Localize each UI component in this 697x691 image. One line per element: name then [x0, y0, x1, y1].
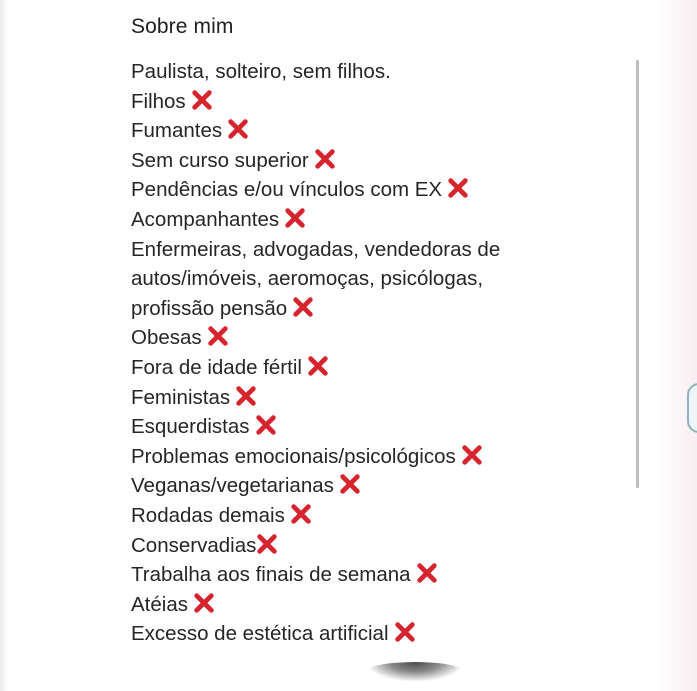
rejection-text: Fora de idade fértil — [131, 355, 302, 379]
rejection-text: Acompanhantes — [131, 207, 280, 231]
bottom-shadow — [365, 662, 465, 682]
cross-mark-icon — [235, 385, 257, 407]
cross-mark-icon — [290, 503, 312, 525]
cross-mark-icon — [394, 621, 416, 643]
professions-line — [131, 294, 621, 324]
professions-line — [131, 235, 621, 265]
rejection-item — [131, 412, 621, 442]
rejection-text: Fumantes — [131, 119, 223, 143]
rejection-item — [131, 146, 621, 176]
rejection-text: Veganas/vegetarianas — [131, 474, 334, 498]
professions-text: autos/imóveis, aeromoças, psicólogas, — [131, 267, 484, 291]
rejection-text: Atéias — [131, 592, 188, 616]
professions-text: Enfermeiras, advogadas, vendedoras de — [131, 237, 501, 261]
rejection-text: Feministas — [131, 385, 231, 409]
rejection-text: Esquerdistas — [131, 415, 250, 439]
side-handle[interactable] — [687, 383, 697, 433]
rejection-text: Filhos — [131, 89, 186, 113]
cross-mark-icon — [255, 414, 277, 436]
cross-mark-icon — [416, 562, 438, 584]
professions-line — [131, 264, 621, 294]
section-title: Sobre mim — [131, 15, 234, 38]
cross-mark-icon — [447, 177, 469, 199]
rejection-item — [131, 383, 621, 413]
rejection-item — [131, 560, 621, 590]
rejection-text: Excesso de estética artificial — [131, 622, 389, 646]
cross-mark-icon — [292, 296, 314, 318]
rejection-text: Rodadas demais — [131, 503, 285, 527]
cross-mark-icon — [339, 473, 361, 495]
rejection-text: Pendências e/ou vínculos com EX — [131, 178, 443, 202]
rejection-item — [131, 471, 621, 501]
rejection-item — [131, 531, 621, 561]
rejection-item — [131, 353, 621, 383]
rejection-text: Conservadias — [131, 533, 257, 557]
cross-mark-icon — [314, 148, 336, 170]
about-me-text — [131, 57, 621, 649]
rejection-item — [131, 87, 621, 117]
rejection-text: Obesas — [131, 326, 202, 350]
rejection-item — [131, 116, 621, 146]
intro-line — [131, 57, 621, 87]
rejection-item — [131, 619, 621, 649]
rejection-text: Sem curso superior — [131, 148, 309, 172]
rejection-item — [131, 175, 621, 205]
intro-text: Paulista, solteiro, sem filhos. — [131, 60, 391, 83]
cross-mark-icon — [191, 89, 213, 111]
cross-mark-icon — [227, 118, 249, 140]
rejection-item — [131, 590, 621, 620]
cross-mark-icon — [193, 592, 215, 614]
cross-mark-icon — [284, 207, 306, 229]
rejection-item — [131, 205, 621, 235]
cross-mark-icon — [461, 444, 483, 466]
professions-text: profissão pensão — [131, 296, 288, 320]
rejection-text: Trabalha aos finais de semana — [131, 563, 411, 587]
scrollbar[interactable] — [636, 60, 639, 488]
cross-mark-icon — [207, 325, 229, 347]
rejection-item — [131, 442, 621, 472]
cross-mark-icon — [256, 533, 278, 555]
screen-edge-right — [657, 0, 697, 691]
rejection-text: Problemas emocionais/psicológicos — [131, 444, 456, 468]
screen-edge-left — [0, 0, 8, 691]
rejection-item — [131, 501, 621, 531]
cross-mark-icon — [307, 355, 329, 377]
rejection-item — [131, 323, 621, 353]
